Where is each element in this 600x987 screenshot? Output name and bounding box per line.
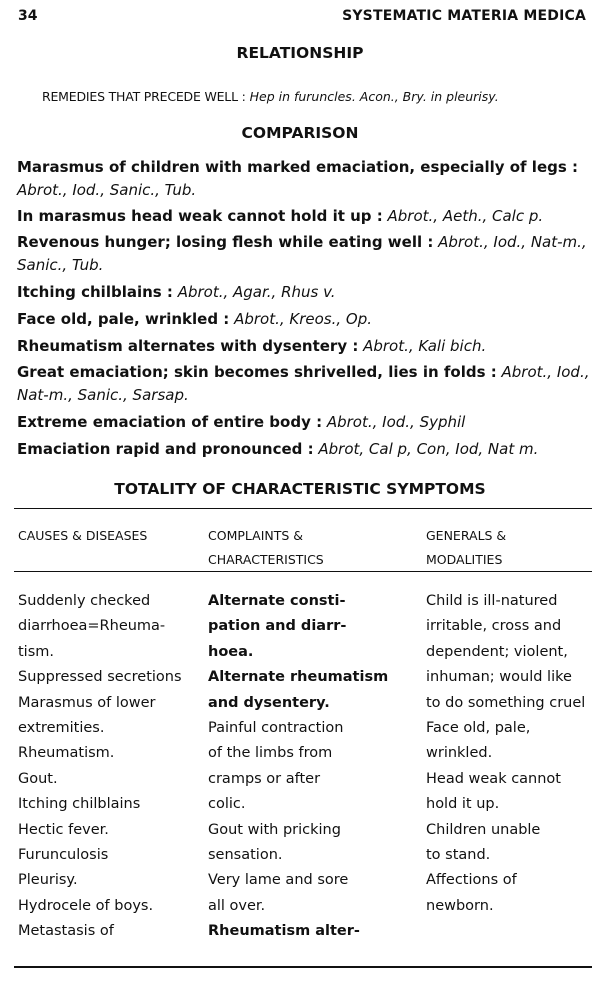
table-line: Face old, pale, [426, 720, 531, 737]
table-line: Pleurisy. [18, 872, 78, 889]
table-line: hold it up. [426, 796, 500, 813]
table-line: sensation. [208, 847, 283, 864]
page-number: 34 [18, 8, 38, 24]
table-line: hoea. [208, 643, 254, 660]
table-line: Itching chilblains [18, 796, 141, 813]
page-bottom-rule [14, 966, 592, 968]
table-line: newborn. [426, 897, 494, 914]
col-header-complaints: COMPLAINTS & CHARACTERISTICS [208, 528, 324, 567]
table-line: and dysentery. [208, 694, 330, 711]
comparison-entry: Itching chilblains : Abrot., Agar., Rhus v. [17, 283, 336, 301]
table-line: extremities. [18, 720, 105, 737]
table-line: Gout. [18, 770, 58, 787]
table-line: Rheumatism. [18, 745, 115, 762]
precede-value: Hep in furuncles. Acon., Bry. in pleurisy. [245, 89, 499, 104]
table-line: irritable, cross and [426, 618, 562, 635]
column-causes-diseases [18, 589, 203, 945]
table-top-rule [14, 508, 592, 509]
table-line: Hectic fever. [18, 821, 109, 838]
table-line: colic. [208, 796, 246, 813]
table-line: to do something cruel [426, 694, 586, 711]
table-line: Head weak cannot [426, 770, 561, 787]
table-line: Alternate consti- [208, 593, 346, 609]
table-line: inhuman; would like [426, 669, 572, 686]
table-line: Children unable [426, 821, 541, 838]
table-line: wrinkled. [426, 745, 493, 762]
comparison-entry: Revenous hunger; losing flesh while eating well : Abrot., Iod., Nat-m., Sanic., Tub. [17, 233, 587, 274]
remedies-precede-well [42, 89, 499, 104]
col-header-generals: GENERALS & MODALITIES [426, 528, 507, 567]
table-line: to stand. [426, 847, 491, 864]
table-line: of the limbs from [208, 745, 333, 762]
comparison-entry: Great emaciation; skin becomes shrivelled, lies in folds : Abrot., Iod., Nat-m., Sanic., Sarsap. [17, 363, 590, 404]
table-line: all over. [208, 897, 266, 914]
precede-label: REMEDIES THAT PRECEDE WELL : [42, 89, 246, 104]
column-complaints-characteristics [208, 589, 420, 945]
table-line: Hydrocele of boys. [18, 897, 154, 914]
table-line: Suddenly checked [18, 593, 151, 609]
comparison-entry: In marasmus head weak cannot hold it up : Abrot., Aeth., Calc p. [17, 207, 544, 225]
header-bottom-rule [14, 571, 592, 572]
comparison-entry: Face old, pale, wrinkled : Abrot., Kreos., Op. [17, 310, 373, 328]
table-line: tism. [18, 643, 55, 660]
table-line: Very lame and sore [208, 872, 349, 889]
table-line: Marasmus of lower [18, 694, 156, 711]
table-line: Affections of [426, 872, 517, 889]
table-line: pation and diarr- [208, 618, 347, 635]
table-line: Child is ill-natured [426, 593, 558, 609]
column-generals-modalities [426, 589, 596, 919]
running-head [18, 6, 586, 28]
relationship-heading: RELATIONSHIP [236, 44, 364, 62]
book-title: SYSTEMATIC MATERIA MEDICA [342, 8, 586, 24]
table-line: Rheumatism alter- [208, 923, 360, 940]
totality-heading: TOTALITY OF CHARACTERISTIC SYMPTOMS [114, 480, 486, 498]
comparison-entry: Rheumatism alternates with dysentery : Abrot., Kali bich. [17, 337, 487, 355]
table-line: dependent; violent, [426, 643, 568, 660]
comparison-entry: Extreme emaciation of entire body : Abrot., Iod., Syphil [17, 413, 466, 431]
table-line: Furunculosis [18, 847, 109, 864]
col-header-causes: CAUSES & DISEASES [18, 528, 148, 543]
table-line: diarrhoea=Rheuma- [18, 618, 166, 635]
table-line: Suppressed secretions [18, 669, 182, 686]
table-line: Alternate rheumatism [208, 669, 389, 686]
table-line: Painful contraction [208, 720, 344, 737]
table-line: Gout with pricking [208, 821, 341, 838]
table-line: cramps or after [208, 770, 321, 787]
comparison-entry: Marasmus of children with marked emaciation, especially of legs : Abrot., Iod., Sanic., Tub. [17, 158, 578, 199]
comparison-heading: COMPARISON [241, 124, 359, 142]
table-line: Metastasis of [18, 923, 114, 940]
comparison-entry: Emaciation rapid and pronounced : Abrot, Cal p, Con, Iod, Nat m. [17, 440, 539, 458]
